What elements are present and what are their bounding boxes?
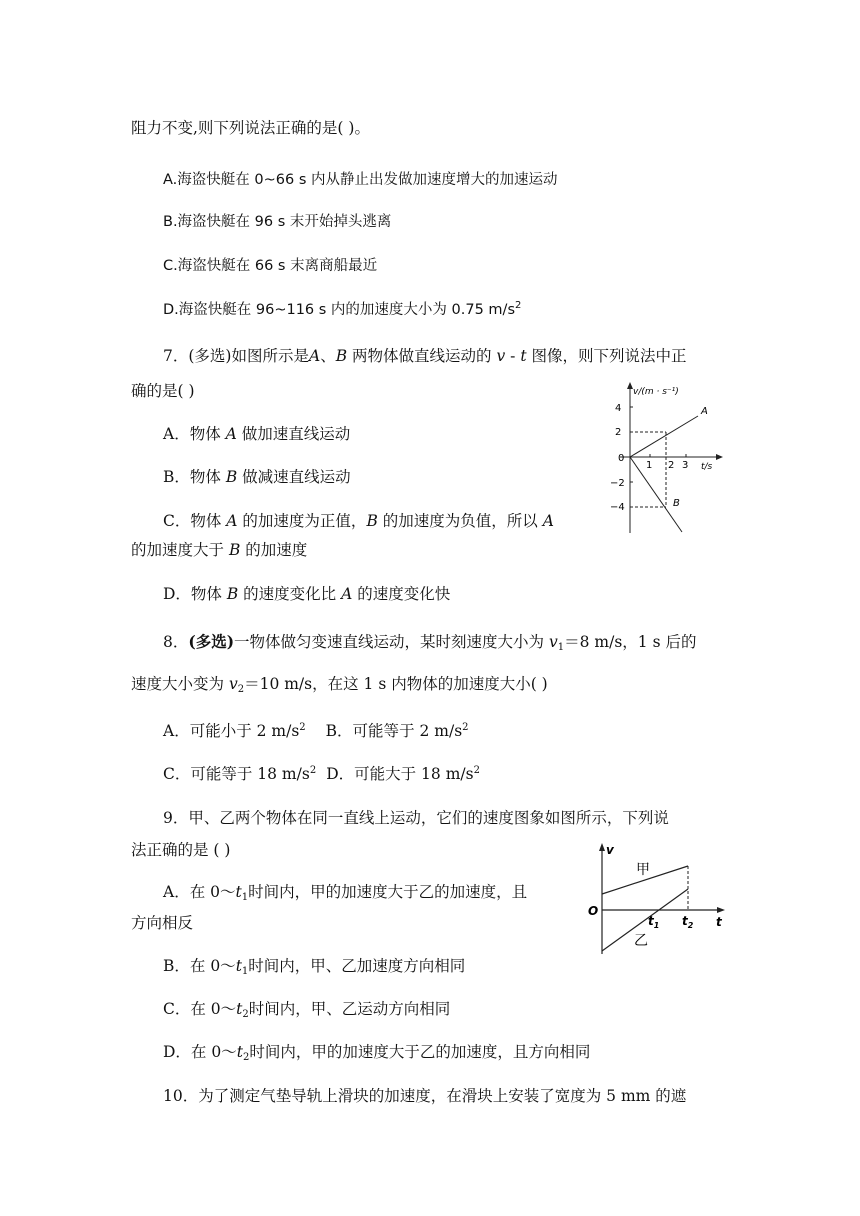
q9-option-b: B．在 $0\sim t_1$时间内，甲、乙加速度方向相同 bbox=[163, 957, 466, 977]
q9-option-d: D．在 $0\sim t_2$时间内，甲的加速度大于乙的加速度，且方向相同 bbox=[163, 1043, 591, 1063]
q9-stem-line2: 法正确的是 ( ) bbox=[131, 841, 231, 859]
q9-option-a-line1: A．在 $0\sim t_1$时间内，甲的加速度大于乙的加速度，且 bbox=[163, 883, 528, 903]
fig9-vt-graph bbox=[582, 840, 732, 958]
fig7-ytick: −2 bbox=[610, 478, 625, 489]
fig9-t2-label: $t_2$ bbox=[682, 914, 694, 930]
fig9-y-arrow bbox=[599, 843, 605, 851]
fig7-label-b: B bbox=[673, 498, 680, 509]
fig9-x-arrow bbox=[717, 907, 725, 913]
q8-options-cd: C．可能等于 18 $m/s^2$ D．可能大于 18 $m/s^2$ bbox=[163, 765, 480, 783]
fig7-xtick: 3 bbox=[682, 460, 689, 471]
q9-option-a-line2: 方向相反 bbox=[131, 914, 194, 932]
fig7-vt-graph bbox=[595, 378, 735, 538]
q7-stem-line1: 7．(多选)如图所示是A、B 两物体做直线运动的 v - t 图像，则下列说法中正 bbox=[163, 347, 687, 365]
fig9-ylabel: v bbox=[606, 843, 614, 857]
fig9-origin: O bbox=[588, 904, 599, 918]
fig7-xtick: 1 bbox=[646, 460, 653, 471]
fig7-ytick: 2 bbox=[615, 427, 622, 438]
q7-option-b: B．物体 B 做减速直线运动 bbox=[163, 468, 351, 486]
q6-option-b: B.海盗快艇在 96 s 末开始掉头逃离 bbox=[163, 214, 392, 230]
fig7-ytick: 0 bbox=[618, 453, 625, 464]
q7-option-c-line2: 的加速度大于 B 的加速度 bbox=[131, 541, 308, 559]
fig7-ylabel: v/(m · s⁻¹) bbox=[633, 387, 679, 397]
fig7-line-a bbox=[630, 416, 698, 457]
q9-option-c: C．在 $0\sim t_2$时间内，甲、乙运动方向相同 bbox=[163, 1000, 451, 1020]
q7-option-a: A．物体 A 做加速直线运动 bbox=[163, 425, 351, 443]
fig9-label-yi: 乙 bbox=[634, 933, 648, 949]
q7-option-c-line1: C．物体 A 的加速度为正值，B 的加速度为负值，所以 A bbox=[163, 512, 554, 530]
fig9-xlabel: t bbox=[716, 915, 722, 929]
fig9-t1-label: $t_1$ bbox=[648, 914, 660, 930]
fig7-ytick: −4 bbox=[610, 502, 625, 513]
q7-option-d: D．物体 B 的速度变化比 A 的速度变化快 bbox=[163, 585, 451, 603]
q10-stem-line1: 10．为了测定气垫导轨上滑块的加速度，在滑块上安装了宽度为 5 mm 的遮 bbox=[163, 1087, 687, 1105]
q8-stem-line2: 速度大小变为 $v_2=10$ m/s，在这 1 s 内物体的加速度大小( ) bbox=[131, 675, 548, 695]
fig7-xtick: 2 bbox=[668, 460, 675, 471]
fig7-ytick: 4 bbox=[615, 403, 622, 414]
q6-stem-tail: 阻力不变,则下列说法正确的是( )。 bbox=[131, 119, 370, 137]
fig9-label-jia: 甲 bbox=[636, 862, 650, 878]
q7-stem-line2: 确的是( ) bbox=[131, 382, 195, 400]
fig7-x-arrow bbox=[716, 454, 723, 460]
q6-option-c: C.海盗快艇在 66 s 末离商船最近 bbox=[163, 258, 378, 274]
q9-stem-line1: 9．甲、乙两个物体在同一直线上运动，它们的速度图象如图所示，下列说 bbox=[163, 809, 669, 827]
q6-option-a: A.海盗快艇在 0~66 s 内从静止出发做加速度增大的加速运动 bbox=[163, 172, 558, 188]
fig7-label-a: A bbox=[701, 406, 708, 417]
q6-option-d: D.海盗快艇在 96~116 s 内的加速度大小为 0.75 $m/s^2$ bbox=[163, 300, 522, 318]
q8-options-ab: A．可能小于 2 $m/s^2$ B．可能等于 2 $m/s^2$ bbox=[163, 722, 469, 740]
q8-stem-line1: 8．(多选)一物体做匀变速直线运动，某时刻速度大小为 $v_1=8$ m/s，1 s 后的 bbox=[163, 632, 697, 653]
fig7-xlabel: t/s bbox=[701, 462, 713, 472]
